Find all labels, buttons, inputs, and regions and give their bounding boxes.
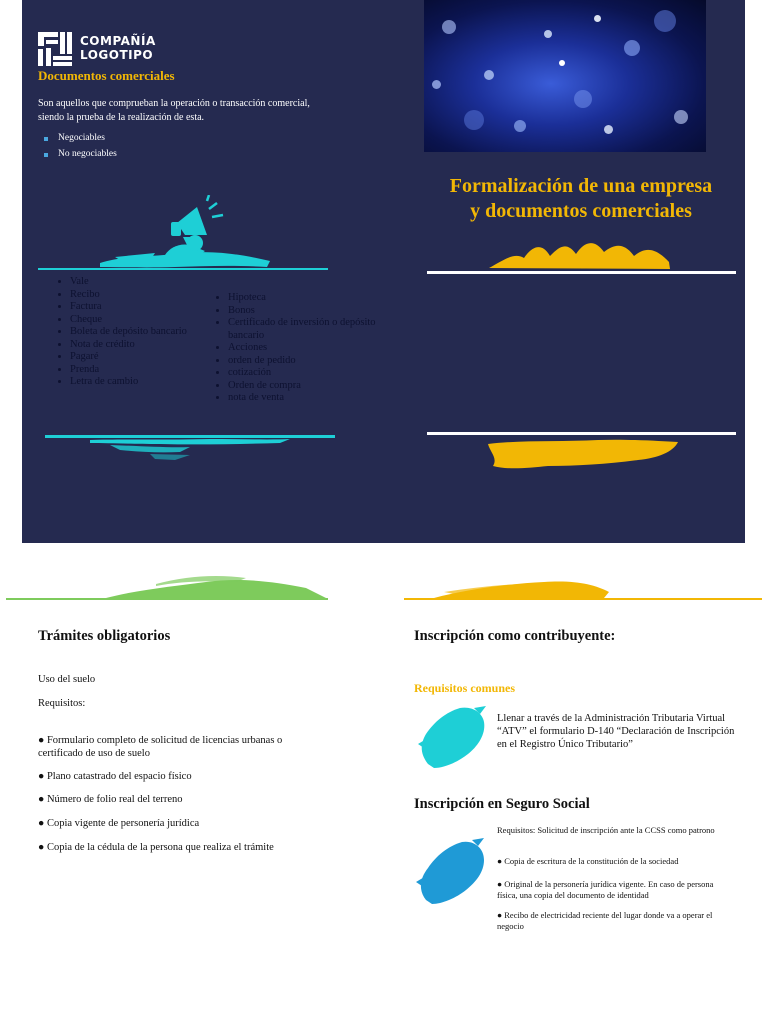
contribuyente-text: Llenar a través de la Administración Tributaria Virtual “ATV” el formulario D-140 “Declaración de Inscripción en el Registro Único Tributario” <box>497 713 735 750</box>
list-item: • nota de venta <box>228 392 388 405</box>
requisitos-label: Requisitos: <box>38 698 86 709</box>
list-item: No negociables <box>38 149 117 159</box>
list-item: • orden de pedido <box>228 355 388 368</box>
list-item: Negociables <box>38 133 117 143</box>
list-item: • Cheque <box>70 314 230 327</box>
list-item: • Orden de compra <box>228 380 388 393</box>
list-item: • Prenda <box>70 364 230 377</box>
cover-title-line2: y documentos comerciales <box>470 200 692 222</box>
cover-title-line1: Formalización de una empresa <box>449 175 713 197</box>
list-item: • Bonos <box>228 305 388 318</box>
documentos-description: Son aquellos que comprueban la operación o transacción comercial, siendo la prueba de la realización de esta. <box>38 98 310 123</box>
document-types-list <box>38 133 117 165</box>
list-item: ● Original de la personería jurídica vigente. En caso de persona física, una copia del documento de identidad <box>497 879 714 900</box>
list-item: ● Recibo de electricidad reciente del lugar donde va a operar el negocio <box>497 910 713 931</box>
megaphone-icon <box>95 195 275 270</box>
uso-suelo-label: Uso del suelo <box>38 674 96 685</box>
logo-text <box>80 34 156 62</box>
contribuyente-title: Inscripción como contribuyente: <box>414 628 616 644</box>
list-item: • Recibo <box>70 289 230 302</box>
list-item: • Nota de crédito <box>70 339 230 352</box>
cyan-brush-stroke <box>40 430 340 480</box>
list-item: ● Copia de escritura de la constitución de la sociedad <box>497 856 679 866</box>
divider <box>427 432 736 435</box>
cover-photo <box>424 0 706 152</box>
list-item: ● Número de folio real del terreno <box>38 794 183 805</box>
tramites-title: Trámites obligatorios <box>38 628 171 644</box>
logo-line1: COMPAÑÍA <box>80 34 156 48</box>
list-item: • Acciones <box>228 342 388 355</box>
list-item: • Factura <box>70 301 230 314</box>
list-item: • Hipoteca <box>228 292 388 305</box>
documents-list-col2 <box>196 292 388 405</box>
seguro-title: Inscripción en Seguro Social <box>414 796 590 812</box>
list-item: • Pagaré <box>70 351 230 364</box>
gold-brush-stroke <box>404 570 762 602</box>
blue-brush-blob <box>414 838 490 906</box>
logo-line2: LOGOTIPO <box>80 48 154 62</box>
list-item: ● Formulario completo de solicitud de licencias urbanas o certificado de uso de suelo <box>38 735 283 759</box>
divider <box>38 268 328 270</box>
list-item: ● Plano catastrado del espacio físico <box>38 771 192 782</box>
gold-brush-stroke <box>478 436 683 472</box>
divider <box>427 271 736 274</box>
requisitos-comunes-title: Requisitos comunes <box>414 681 516 695</box>
cover-title <box>425 174 737 224</box>
list-item: Requisitos: Solicitud de inscripción ante la CCSS como patrono <box>497 825 715 835</box>
gold-brush-stroke <box>484 232 674 272</box>
list-item: • Boleta de depósito bancario <box>70 326 230 339</box>
list-item: • Vale <box>70 276 230 289</box>
list-item: • Letra de cambio <box>70 376 230 389</box>
logo-icon <box>38 32 72 66</box>
list-item: • Certificado de inversión o depósito bancario <box>228 317 388 342</box>
list-item: • cotización <box>228 367 388 380</box>
cyan-brush-blob <box>414 704 490 770</box>
documentos-title: Documentos comerciales <box>38 68 175 83</box>
list-item: ● Copia de la cédula de la persona que realiza el trámite <box>38 842 274 853</box>
green-brush-stroke <box>6 566 328 602</box>
list-item: ● Copia vigente de personería jurídica <box>38 818 200 829</box>
